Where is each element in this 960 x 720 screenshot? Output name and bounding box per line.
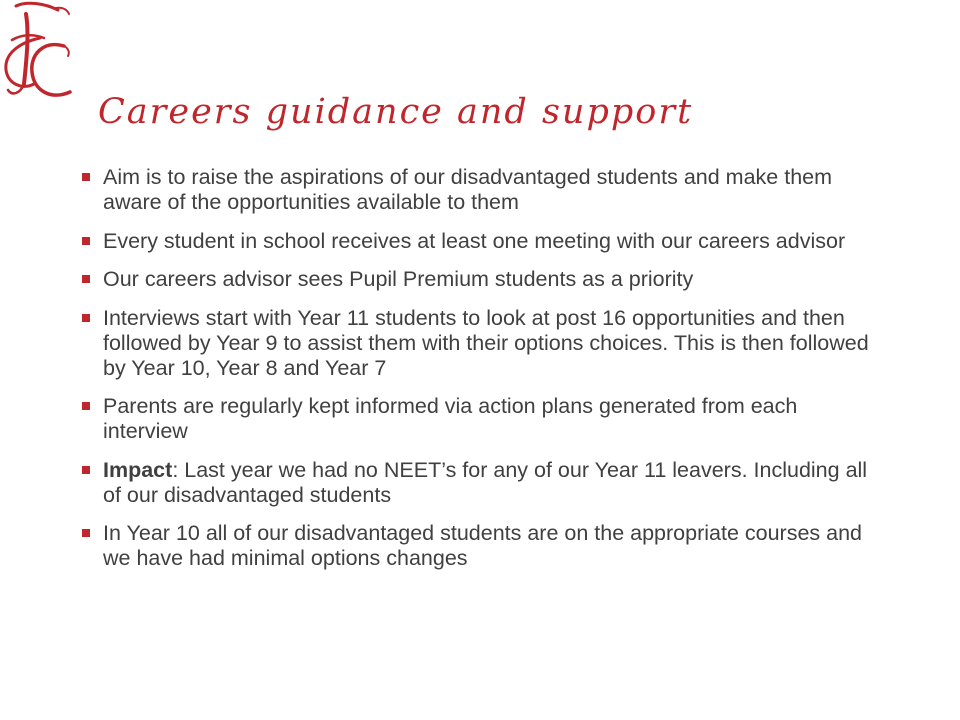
square-bullet-icon [82, 466, 90, 474]
square-bullet-icon [82, 237, 90, 245]
bullet-text: Parents are regularly kept informed via action plans generated from each interview [103, 394, 798, 443]
school-crest-logo-icon [0, 0, 80, 110]
square-bullet-icon [82, 402, 90, 410]
bullet-item [78, 521, 878, 571]
bullet-text: Every student in school receives at least one meeting with our careers advisor [103, 228, 846, 253]
square-bullet-icon [82, 173, 90, 181]
bullet-text: : Last year we had no NEET’s for any of our Year 11 leavers. Including all of our disadvantaged students [103, 457, 868, 507]
bullet-item [78, 394, 878, 444]
bullet-item [78, 165, 878, 215]
bullet-item [78, 229, 878, 254]
slide-title: Careers guidance and support [98, 92, 694, 132]
bullet-item [78, 267, 878, 292]
bullet-text: Our careers advisor sees Pupil Premium students as a priority [103, 267, 694, 291]
bullet-list [78, 165, 878, 585]
impact-label: Impact [103, 457, 173, 482]
bullet-item [78, 306, 878, 381]
square-bullet-icon [82, 314, 90, 322]
square-bullet-icon [82, 529, 90, 537]
bullet-item-impact [78, 458, 878, 508]
square-bullet-icon [82, 275, 90, 283]
bullet-text: Interviews start with Year 11 students to look at post 16 opportunities and then followed by Year 9 to assist them with their options choices. This is then followed by Year 10, Year 8 and Year 7 [103, 305, 869, 380]
bullet-text: In Year 10 all of our disadvantaged students are on the appropriate courses and we have had minimal options changes [103, 521, 863, 570]
bullet-text: Aim is to raise the aspirations of our disadvantaged students and make them aware of the opportunities available to them [103, 165, 833, 214]
